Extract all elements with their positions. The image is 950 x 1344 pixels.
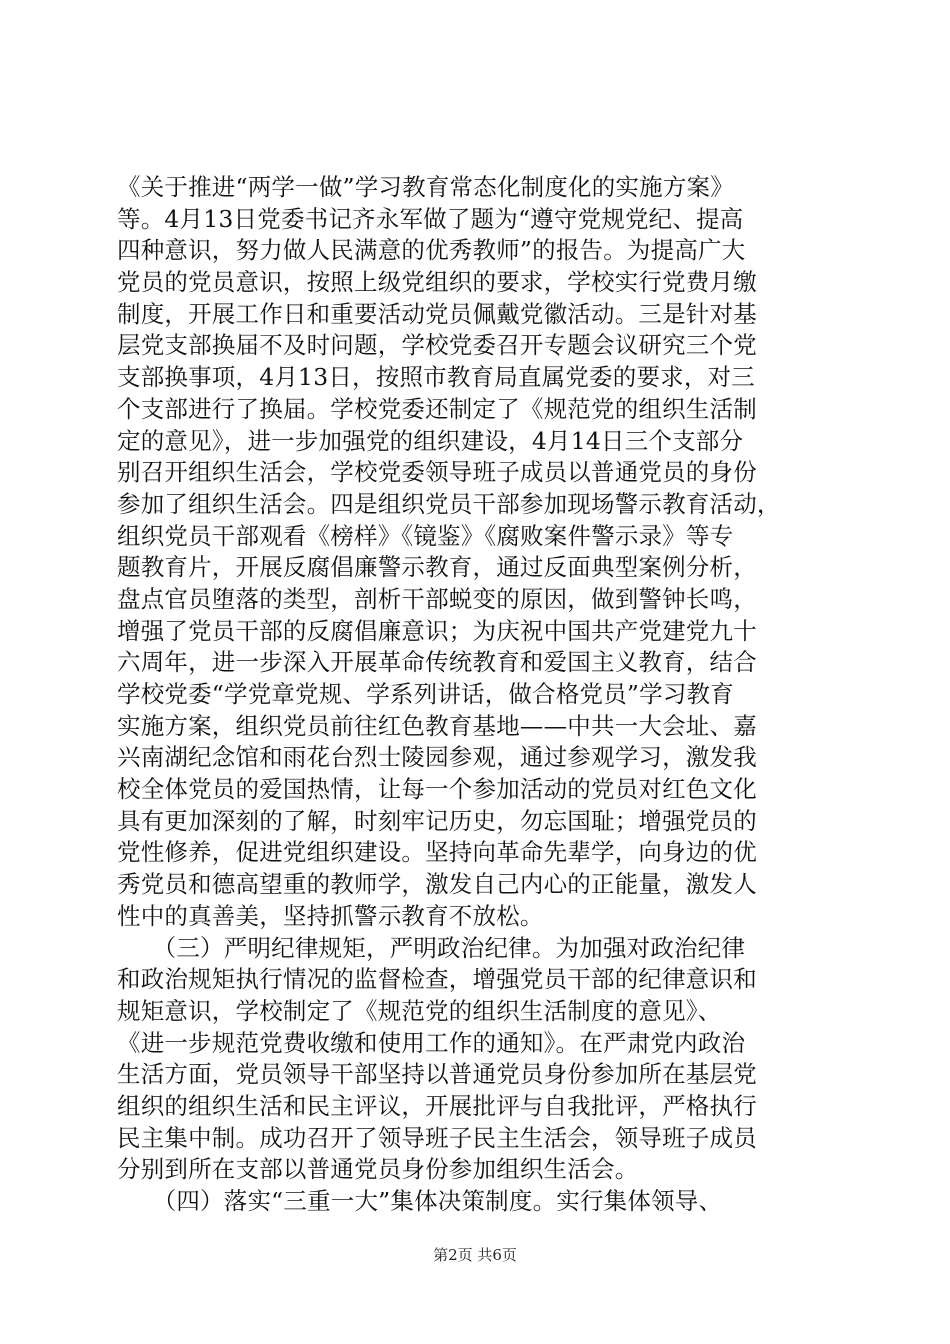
text-line: 题教育片，开展反腐倡廉警示教育，通过反面典型案例分析， [117, 553, 757, 582]
paragraph-3-heading-line: （三）严明纪律规矩，严明政治纪律。为加强对政治纪律 [117, 933, 746, 962]
text-line: 组织的组织生活和民主评议，开展批评与自我批评，严格执行 [117, 1091, 757, 1120]
text-line: 个支部进行了换届。学校党委还制定了《规范党的组织生活制 [117, 394, 757, 423]
text-line: 生活方面，党员领导干部坚持以普通党员身份参加所在基层党 [117, 1060, 757, 1089]
text-line: 制度，开展工作日和重要活动党员佩戴党徽活动。三是针对基 [117, 299, 757, 328]
page-number-footer: 第2页 共6页 [433, 1246, 517, 1264]
text-line: 兴南湖纪念馆和雨花台烈士陵园参观，通过参观学习，激发我 [117, 743, 757, 772]
text-line: 《进一步规范党费收缴和使用工作的通知》。在严肃党内政治 [117, 1028, 746, 1057]
text-line: 盘点官员堕落的类型，剖析干部蜕变的原因，做到警钟长鸣， [117, 584, 757, 613]
text-line: 党性修养，促进党组织建设。坚持向革命先辈学，向身边的优 [117, 838, 757, 867]
body-text [117, 172, 837, 1218]
text-line: 规矩意识，学校制定了《规范党的组织生活制度的意见》、 [117, 996, 722, 1025]
text-line: 参加了组织生活会。四是组织党员干部参加现场警示教育活动， [117, 489, 781, 518]
text-line: 定的意见》，进一步加强党的组织建设，4月14日三个支部分 [117, 426, 744, 455]
text-line: 性中的真善美，坚持抓警示教育不放松。 [117, 901, 544, 930]
text-line: 四种意识，努力做人民满意的优秀教师”的报告。为提高广大 [117, 236, 746, 265]
text-line: 秀党员和德高望重的教师学，激发自己内心的正能量，激发人 [117, 870, 757, 899]
text-line: 民主集中制。成功召开了领导班子民主生活会，领导班子成员 [117, 1123, 757, 1152]
text-line: 学校党委“学党章党规、学系列讲话，做合格党员”学习教育 [117, 680, 734, 708]
paragraph-4-heading-line: （四）落实“三重一大”集体决策制度。实行集体领导、 [117, 1187, 723, 1215]
text-line: 别召开组织生活会，学校党委领导班子成员以普通党员的身份 [117, 458, 757, 487]
text-line: 支部换事项，4月13日，按照市教育局直属党委的要求，对三 [117, 363, 755, 392]
text-line: 《关于推进“两学一做”学习教育常态化制度化的实施方案》 [117, 173, 734, 201]
text-line: 等。4月13日党委书记齐永军做了题为“遵守党规党纪、提高 [117, 204, 744, 233]
text-line: 实施方案，组织党员前往红色教育基地——中共一大会址、嘉 [117, 711, 757, 740]
text-line: 组织党员干部观看《榜样》《镜鉴》《腐败案件警示录》等专 [117, 521, 734, 550]
text-line: 校全体党员的爱国热情，让每一个参加活动的党员对红色文化 [117, 775, 757, 804]
text-line: 六周年，进一步深入开展革命传统教育和爱国主义教育，结合 [117, 648, 757, 677]
text-line: 分别到所在支部以普通党员身份参加组织生活会。 [117, 1155, 639, 1184]
text-line: 增强了党员干部的反腐倡廉意识；为庆祝中国共产党建党九十 [117, 616, 757, 645]
text-line: 具有更加深刻的了解，时刻牢记历史，勿忘国耻；增强党员的 [117, 806, 757, 835]
text-line: 党员的党员意识，按照上级党组织的要求，学校实行党费月缴 [117, 268, 757, 297]
text-line: 层党支部换届不及时问题，学校党委召开专题会议研究三个党 [117, 331, 757, 360]
text-line: 和政治规矩执行情况的监督检查，增强党员干部的纪律意识和 [117, 965, 757, 994]
